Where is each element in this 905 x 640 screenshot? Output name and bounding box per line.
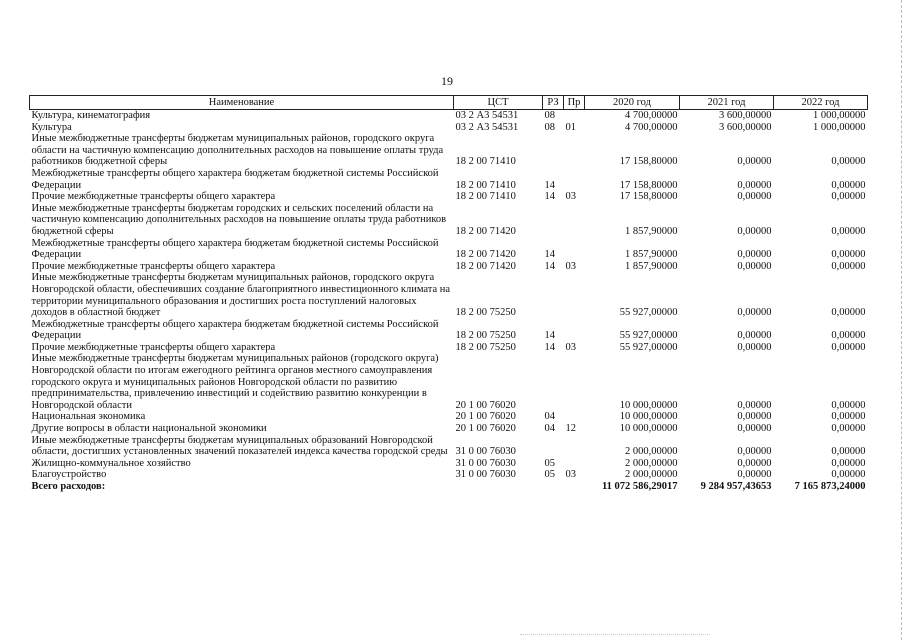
header-2020: 2020 год xyxy=(585,96,680,110)
cell-name: Иные межбюджетные трансферты бюджетам муниципальных образований Новгородской области, достигших установленных значений показателей индекса качества городской среды xyxy=(31,434,448,458)
cell-cst: 18 2 00 75250 xyxy=(455,307,516,319)
table-header-row xyxy=(30,96,868,110)
cell-2020: 17 158,80000 xyxy=(619,179,678,191)
cell-2021: 0,00000 xyxy=(737,399,772,411)
header-rz: РЗ xyxy=(543,96,564,110)
cell-rz: 14 xyxy=(544,341,555,353)
cell-pr: 03 xyxy=(565,341,576,353)
table-row xyxy=(30,168,868,191)
total-rz xyxy=(543,481,564,493)
budget-table xyxy=(29,95,868,493)
cell-cst: 03 2 А3 54531 xyxy=(455,121,519,133)
header-2021: 2021 год xyxy=(680,96,774,110)
cell-2022: 0,00000 xyxy=(831,446,866,458)
cell-2021: 3 600,00000 xyxy=(719,110,772,121)
table-row xyxy=(30,238,868,261)
cell-rz: 14 xyxy=(544,249,555,261)
cell-2022: 0,00000 xyxy=(831,411,866,423)
cell-cst: 31 0 00 76030 xyxy=(455,469,516,481)
cell-name: Иные межбюджетные трансферты бюджетам муниципальных районов (городского округа) Новгородской области по итогам ежегодного рейтинга органов местного самоуправления городского округа и муниципальных районов Новгородской области по развитию предпринимательства, привлечению инвестиций и содействию развитию конкуренции в Новгородской области xyxy=(31,353,439,411)
cell-2020: 2 000,00000 xyxy=(625,457,678,469)
total-pr xyxy=(564,481,585,493)
cell-2022: 0,00000 xyxy=(831,156,866,168)
cell-2020: 1 857,90000 xyxy=(625,249,678,261)
cell-2021: 0,00000 xyxy=(737,411,772,423)
cell-rz: 08 xyxy=(544,110,555,121)
header-cst: ЦСТ xyxy=(454,96,543,110)
cell-2022: 0,00000 xyxy=(831,191,866,203)
cell-2020: 4 700,00000 xyxy=(625,121,678,133)
scan-artifact xyxy=(520,634,710,636)
cell-2022: 0,00000 xyxy=(831,225,866,237)
cell-rz: 04 xyxy=(544,423,555,435)
cell-2020: 55 927,00000 xyxy=(619,341,678,353)
cell-cst: 18 2 00 71410 xyxy=(455,191,516,203)
cell-2022: 0,00000 xyxy=(831,423,866,435)
cell-cst: 20 1 00 76020 xyxy=(455,423,516,435)
table-row xyxy=(30,203,868,238)
cell-pr xyxy=(564,110,585,122)
cell-rz: 05 xyxy=(544,457,555,469)
cell-rz: 05 xyxy=(544,469,555,481)
cell-2022: 0,00000 xyxy=(831,341,866,353)
table-row xyxy=(30,411,868,423)
table-row xyxy=(30,133,868,168)
page-number: 19 xyxy=(441,74,453,88)
total-row xyxy=(30,481,868,493)
cell-pr xyxy=(564,319,585,342)
cell-pr xyxy=(564,353,585,411)
cell-2020: 2 000,00000 xyxy=(625,469,678,481)
table-row xyxy=(30,458,868,470)
cell-cst: 18 2 00 71410 xyxy=(455,156,516,168)
total-2020: 11 072 586,29017 xyxy=(601,481,678,492)
cell-cst: 03 2 А3 54531 xyxy=(455,110,519,121)
cell-cst: 31 0 00 76030 xyxy=(455,446,516,458)
cell-2022: 0,00000 xyxy=(831,399,866,411)
cell-name: Другие вопросы в области национальной экономики xyxy=(31,423,267,435)
total-label: Всего расходов: xyxy=(31,481,106,492)
table-row xyxy=(30,272,868,318)
cell-2020: 55 927,00000 xyxy=(619,307,678,319)
table-body xyxy=(30,110,868,482)
cell-name: Прочие межбюджетные трансферты общего характера xyxy=(31,260,276,272)
cell-rz: 14 xyxy=(544,179,555,191)
cell-pr xyxy=(564,272,585,318)
cell-2022: 0,00000 xyxy=(831,469,866,481)
cell-pr xyxy=(564,203,585,238)
cell-name: Благоустройство xyxy=(31,469,107,481)
table-row xyxy=(30,319,868,342)
table-row xyxy=(30,469,868,481)
cell-pr: 12 xyxy=(565,423,576,435)
cell-2021: 0,00000 xyxy=(737,469,772,481)
cell-2021: 0,00000 xyxy=(737,341,772,353)
header-pr: Пр xyxy=(564,96,585,110)
cell-pr xyxy=(564,435,585,458)
cell-pr xyxy=(564,411,585,423)
cell-2021: 0,00000 xyxy=(737,191,772,203)
cell-pr xyxy=(564,458,585,470)
cell-name: Иные межбюджетные трансферты бюджетам муниципальных районов, городского округа Новгородской области, обеспечивших создание благоприятного инвестиционного климата на территории муниципального образования и достигших роста поступлений налоговых доходов в областной бюджет xyxy=(31,272,451,319)
table-row xyxy=(30,342,868,354)
cell-2022: 0,00000 xyxy=(831,249,866,261)
table-row xyxy=(30,435,868,458)
total-cst xyxy=(454,481,543,493)
cell-cst: 18 2 00 71420 xyxy=(455,225,516,237)
cell-cst: 20 1 00 76020 xyxy=(455,411,516,423)
table-row xyxy=(30,110,868,122)
cell-2021: 0,00000 xyxy=(737,330,772,342)
cell-name: Прочие межбюджетные трансферты общего характера xyxy=(31,191,276,203)
cell-2020: 1 857,90000 xyxy=(625,225,678,237)
header-name: Наименование xyxy=(30,96,454,110)
cell-2022: 0,00000 xyxy=(831,179,866,191)
cell-2020: 1 857,90000 xyxy=(625,260,678,272)
total-2022: 7 165 873,24000 xyxy=(794,481,866,492)
cell-2021: 0,00000 xyxy=(737,457,772,469)
cell-cst: 18 2 00 71410 xyxy=(455,179,516,191)
cell-name: Иные межбюджетные трансферты бюджетам муниципальных районов, городского округа области на частичную компенсацию дополнительных расходов на повышение оплаты труда работников бюджетной сферы xyxy=(31,133,444,168)
cell-2020: 2 000,00000 xyxy=(625,446,678,458)
cell-name: Межбюджетные трансферты общего характера бюджетам бюджетной системы Российской Федерации xyxy=(31,167,439,191)
cell-rz: 14 xyxy=(544,330,555,342)
cell-rz xyxy=(543,133,564,168)
table-row xyxy=(30,122,868,134)
cell-rz xyxy=(543,272,564,318)
scan-edge-divider xyxy=(900,0,902,640)
cell-pr xyxy=(564,238,585,261)
cell-2020: 4 700,00000 xyxy=(625,110,678,121)
cell-2020: 10 000,00000 xyxy=(619,399,678,411)
cell-2022: 0,00000 xyxy=(831,330,866,342)
cell-pr: 03 xyxy=(565,260,576,272)
cell-name: Культура xyxy=(31,121,72,133)
cell-rz: 08 xyxy=(544,121,555,133)
cell-2021: 0,00000 xyxy=(737,156,772,168)
table-row xyxy=(30,191,868,203)
cell-rz: 14 xyxy=(544,191,555,203)
cell-2021: 0,00000 xyxy=(737,260,772,272)
cell-pr: 03 xyxy=(565,191,576,203)
cell-name: Межбюджетные трансферты общего характера бюджетам бюджетной системы Российской Федерации xyxy=(31,237,439,261)
cell-name: Культура, кинематография xyxy=(31,110,151,121)
cell-2021: 0,00000 xyxy=(737,423,772,435)
table-row xyxy=(30,423,868,435)
cell-2022: 0,00000 xyxy=(831,307,866,319)
table-row xyxy=(30,353,868,411)
cell-2022: 1 000,00000 xyxy=(813,110,866,121)
cell-rz: 04 xyxy=(544,411,555,423)
table-row xyxy=(30,261,868,273)
cell-2022: 0,00000 xyxy=(831,260,866,272)
cell-pr xyxy=(564,133,585,168)
cell-name: Прочие межбюджетные трансферты общего характера xyxy=(31,341,276,353)
cell-cst: 18 2 00 75250 xyxy=(455,341,516,353)
cell-rz xyxy=(543,435,564,458)
cell-name: Иные межбюджетные трансферты бюджетам городских и сельских поселений области на частичную компенсацию дополнительных расходов на повышение оплаты труда работников бюджетной сферы xyxy=(31,202,447,237)
cell-2020: 10 000,00000 xyxy=(619,411,678,423)
cell-2020: 10 000,00000 xyxy=(619,423,678,435)
cell-2021: 0,00000 xyxy=(737,225,772,237)
cell-cst: 31 0 00 76030 xyxy=(455,457,516,469)
cell-2021: 0,00000 xyxy=(737,179,772,191)
cell-2022: 0,00000 xyxy=(831,457,866,469)
cell-rz: 14 xyxy=(544,260,555,272)
cell-name: Жилищно-коммунальное хозяйство xyxy=(31,457,191,469)
cell-cst: 20 1 00 76020 xyxy=(455,399,516,411)
cell-2021: 3 600,00000 xyxy=(719,121,772,133)
cell-2021: 0,00000 xyxy=(737,307,772,319)
cell-2021: 0,00000 xyxy=(737,446,772,458)
cell-2020: 55 927,00000 xyxy=(619,330,678,342)
cell-pr: 03 xyxy=(565,469,576,481)
cell-rz xyxy=(543,353,564,411)
cell-cst: 18 2 00 71420 xyxy=(455,260,516,272)
cell-2020: 17 158,80000 xyxy=(619,191,678,203)
cell-cst: 18 2 00 71420 xyxy=(455,249,516,261)
header-2022: 2022 год xyxy=(774,96,868,110)
cell-name: Межбюджетные трансферты общего характера бюджетам бюджетной системы Российской Федерации xyxy=(31,318,439,342)
cell-pr: 01 xyxy=(565,121,576,133)
cell-rz xyxy=(543,203,564,238)
cell-2020: 17 158,80000 xyxy=(619,156,678,168)
cell-cst: 18 2 00 75250 xyxy=(455,330,516,342)
total-2021: 9 284 957,43653 xyxy=(700,481,772,492)
cell-2022: 1 000,00000 xyxy=(813,121,866,133)
cell-2021: 0,00000 xyxy=(737,249,772,261)
cell-name: Национальная экономика xyxy=(31,411,146,423)
cell-pr xyxy=(564,168,585,191)
